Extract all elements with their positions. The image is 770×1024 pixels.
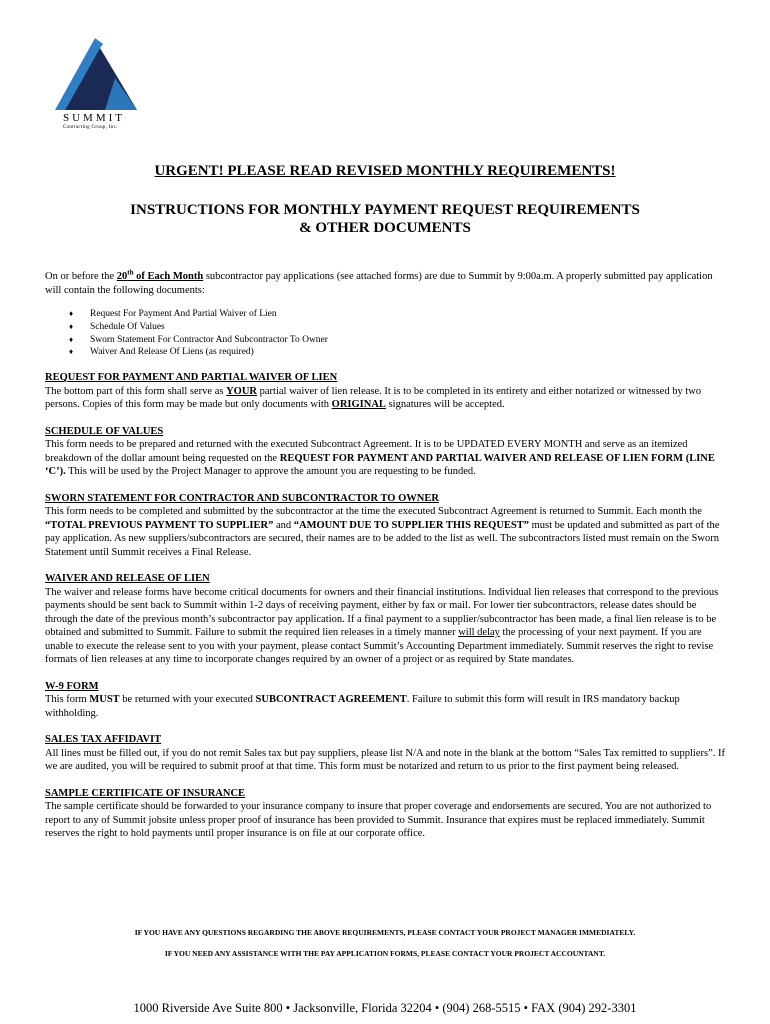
section-text: This form MUST be returned with your executed SUBCONTRACT AGREEMENT. Failure to submit this form will result in IRS mandatory backup withholding. [45, 694, 680, 719]
section-text: This form needs to be prepared and returned with the executed Subcontract Agreement. It is to be UPDATED EVERY MONTH and serve as an itemized breakdown of the dollar amount being requested on the REQUEST FOR PAYMENT AND PARTIAL WAIVER AND RELEASE OF LIEN FORM (LINE ‘C’). This will be used by the Project Manager to approve the amount you are requesting to be funded. [45, 439, 715, 478]
section-w9-form [45, 680, 727, 721]
logo-wordmark: SUMMIT [63, 112, 126, 124]
section-insurance [45, 787, 727, 841]
document-body [45, 270, 727, 854]
section-heading: SWORN STATEMENT FOR CONTRACTOR AND SUBCONTRACTOR TO OWNER [45, 492, 439, 504]
list-item: ♦ Request For Payment And Partial Waiver of Lien [69, 309, 277, 319]
list-item: ♦ Schedule Of Values [69, 321, 165, 332]
due-date: 20th of Each Month [116, 268, 204, 282]
section-text: The sample certificate should be forwarded to your insurance company to insure that proper coverage and endorsements are secured. You are not authorized to report to any of Summit jobsite unless proper proof of insurance has been provided to Summit. Insurance that expires must be replaced immediately. Summit reserves the right to hold payments until proper insurance is on file at our corporate office. [45, 801, 712, 840]
list-item: ♦ Waiver And Release Of Liens (as required) [69, 347, 254, 358]
summit-mountain-icon [55, 36, 145, 112]
section-heading: SALES TAX AFFIDAVIT [45, 734, 162, 746]
company-logo [55, 36, 145, 132]
footer-address: 1000 Riverside Ave Suite 800 • Jacksonville, Florida 32204 • (904) 268-5515 • FAX (904) 292-3301 [133, 1001, 637, 1015]
section-heading: W-9 FORM [45, 680, 99, 692]
section-heading: SAMPLE CERTIFICATE OF INSURANCE [45, 787, 246, 799]
section-heading: SCHEDULE OF VALUES [45, 425, 164, 437]
section-sales-tax [45, 733, 727, 774]
page-title: URGENT! PLEASE READ REVISED MONTHLY REQUIREMENTS! [154, 163, 616, 179]
notice-project-manager: IF YOU HAVE ANY QUESTIONS REGARDING THE ABOVE REQUIREMENTS, PLEASE CONTACT YOUR PROJECT MANAGER IMMEDIATELY. [134, 928, 636, 937]
diamond-bullet-icon: ♦ [69, 321, 74, 331]
contact-notices [0, 928, 770, 970]
section-text: All lines must be filled out, if you do not remit Sales tax but pay suppliers, please list N/A and note in the blank at the bottom “Sales Tax remitted to suppliers”. If we are audited, you will be required to submit proof at that time. This form must be notarized and return to us prior to the first payment being released. [45, 747, 725, 773]
section-schedule-of-values [45, 425, 727, 479]
section-text: The bottom part of this form shall serve as YOUR partial waiver of lien release. It is to be completed in its entirety and either notarized or witnessed by two persons. Copies of this form may be made but only documents with ORIGINAL signatures will be accepted. [45, 385, 702, 411]
list-item: ♦ Sworn Statement For Contractor And Subcontractor To Owner [69, 334, 328, 345]
section-request-for-payment [45, 371, 727, 412]
diamond-bullet-icon: ♦ [69, 309, 74, 318]
logo-tagline: Contracting Group, Inc. [63, 125, 118, 130]
section-text: The waiver and release forms have become critical documents for owners and their financial institutions. Individual lien releases that correspond to the previous payments should be sent back to Summit within 1-2 days of receiving payment, either by fax or mail. For lower tier subcontractors, release dates should be through the date of the previous month’s subcontractor pay application. If a final payment to a supplier/subcontractor has been made, a final lien release is to be obtained and submitted to Summit. Failure to submit the required lien releases in a timely manner will delay the processing of your next payment. If you are unable to execute the release sent to you with your payment, please contact Summit’s Accounting Department immediately. Summit reserves the right to revise formats of lien releases at any time to incorporate changes required by an owner of a project or as required by State mandates. [45, 586, 719, 666]
page-subtitle [0, 201, 770, 237]
intro-paragraph: On or before the 20th of Each Month subcontractor pay applications (see attached forms) are due to Summit by 9:00a.m. A properly submitted pay application will contain the following documents: [45, 268, 713, 296]
subtitle-line-2: & OTHER DOCUMENTS [299, 220, 471, 236]
subtitle-line-1: INSTRUCTIONS FOR MONTHLY PAYMENT REQUEST REQUIREMENTS [130, 202, 640, 218]
section-waiver-release [45, 572, 727, 667]
diamond-bullet-icon: ♦ [69, 347, 74, 357]
section-heading: REQUEST FOR PAYMENT AND PARTIAL WAIVER OF LIEN [45, 372, 338, 384]
diamond-bullet-icon: ♦ [69, 334, 74, 344]
notice-project-accountant: IF YOU NEED ANY ASSISTANCE WITH THE PAY APPLICATION FORMS, PLEASE CONTACT YOUR PROJECT ACCOUNTANT. [164, 949, 606, 958]
section-heading: WAIVER AND RELEASE OF LIEN [45, 573, 210, 585]
required-documents-list [45, 308, 727, 359]
section-sworn-statement [45, 492, 727, 560]
section-text: This form needs to be completed and submitted by the subcontractor at the time the executed Subcontract Agreement is returned to Summit. Each month the “TOTAL PREVIOUS PAYMENT TO SUPPLIER” and “AMOUNT DUE TO SUPPLIER THIS REQUEST” must be updated and submitted as part of the pay application. As new suppliers/subcontractors are secured, their names are to be added to the list as well. The subcontractors listed must remain on the Sworn Statement until Summit receives a Final Release. [45, 506, 720, 558]
